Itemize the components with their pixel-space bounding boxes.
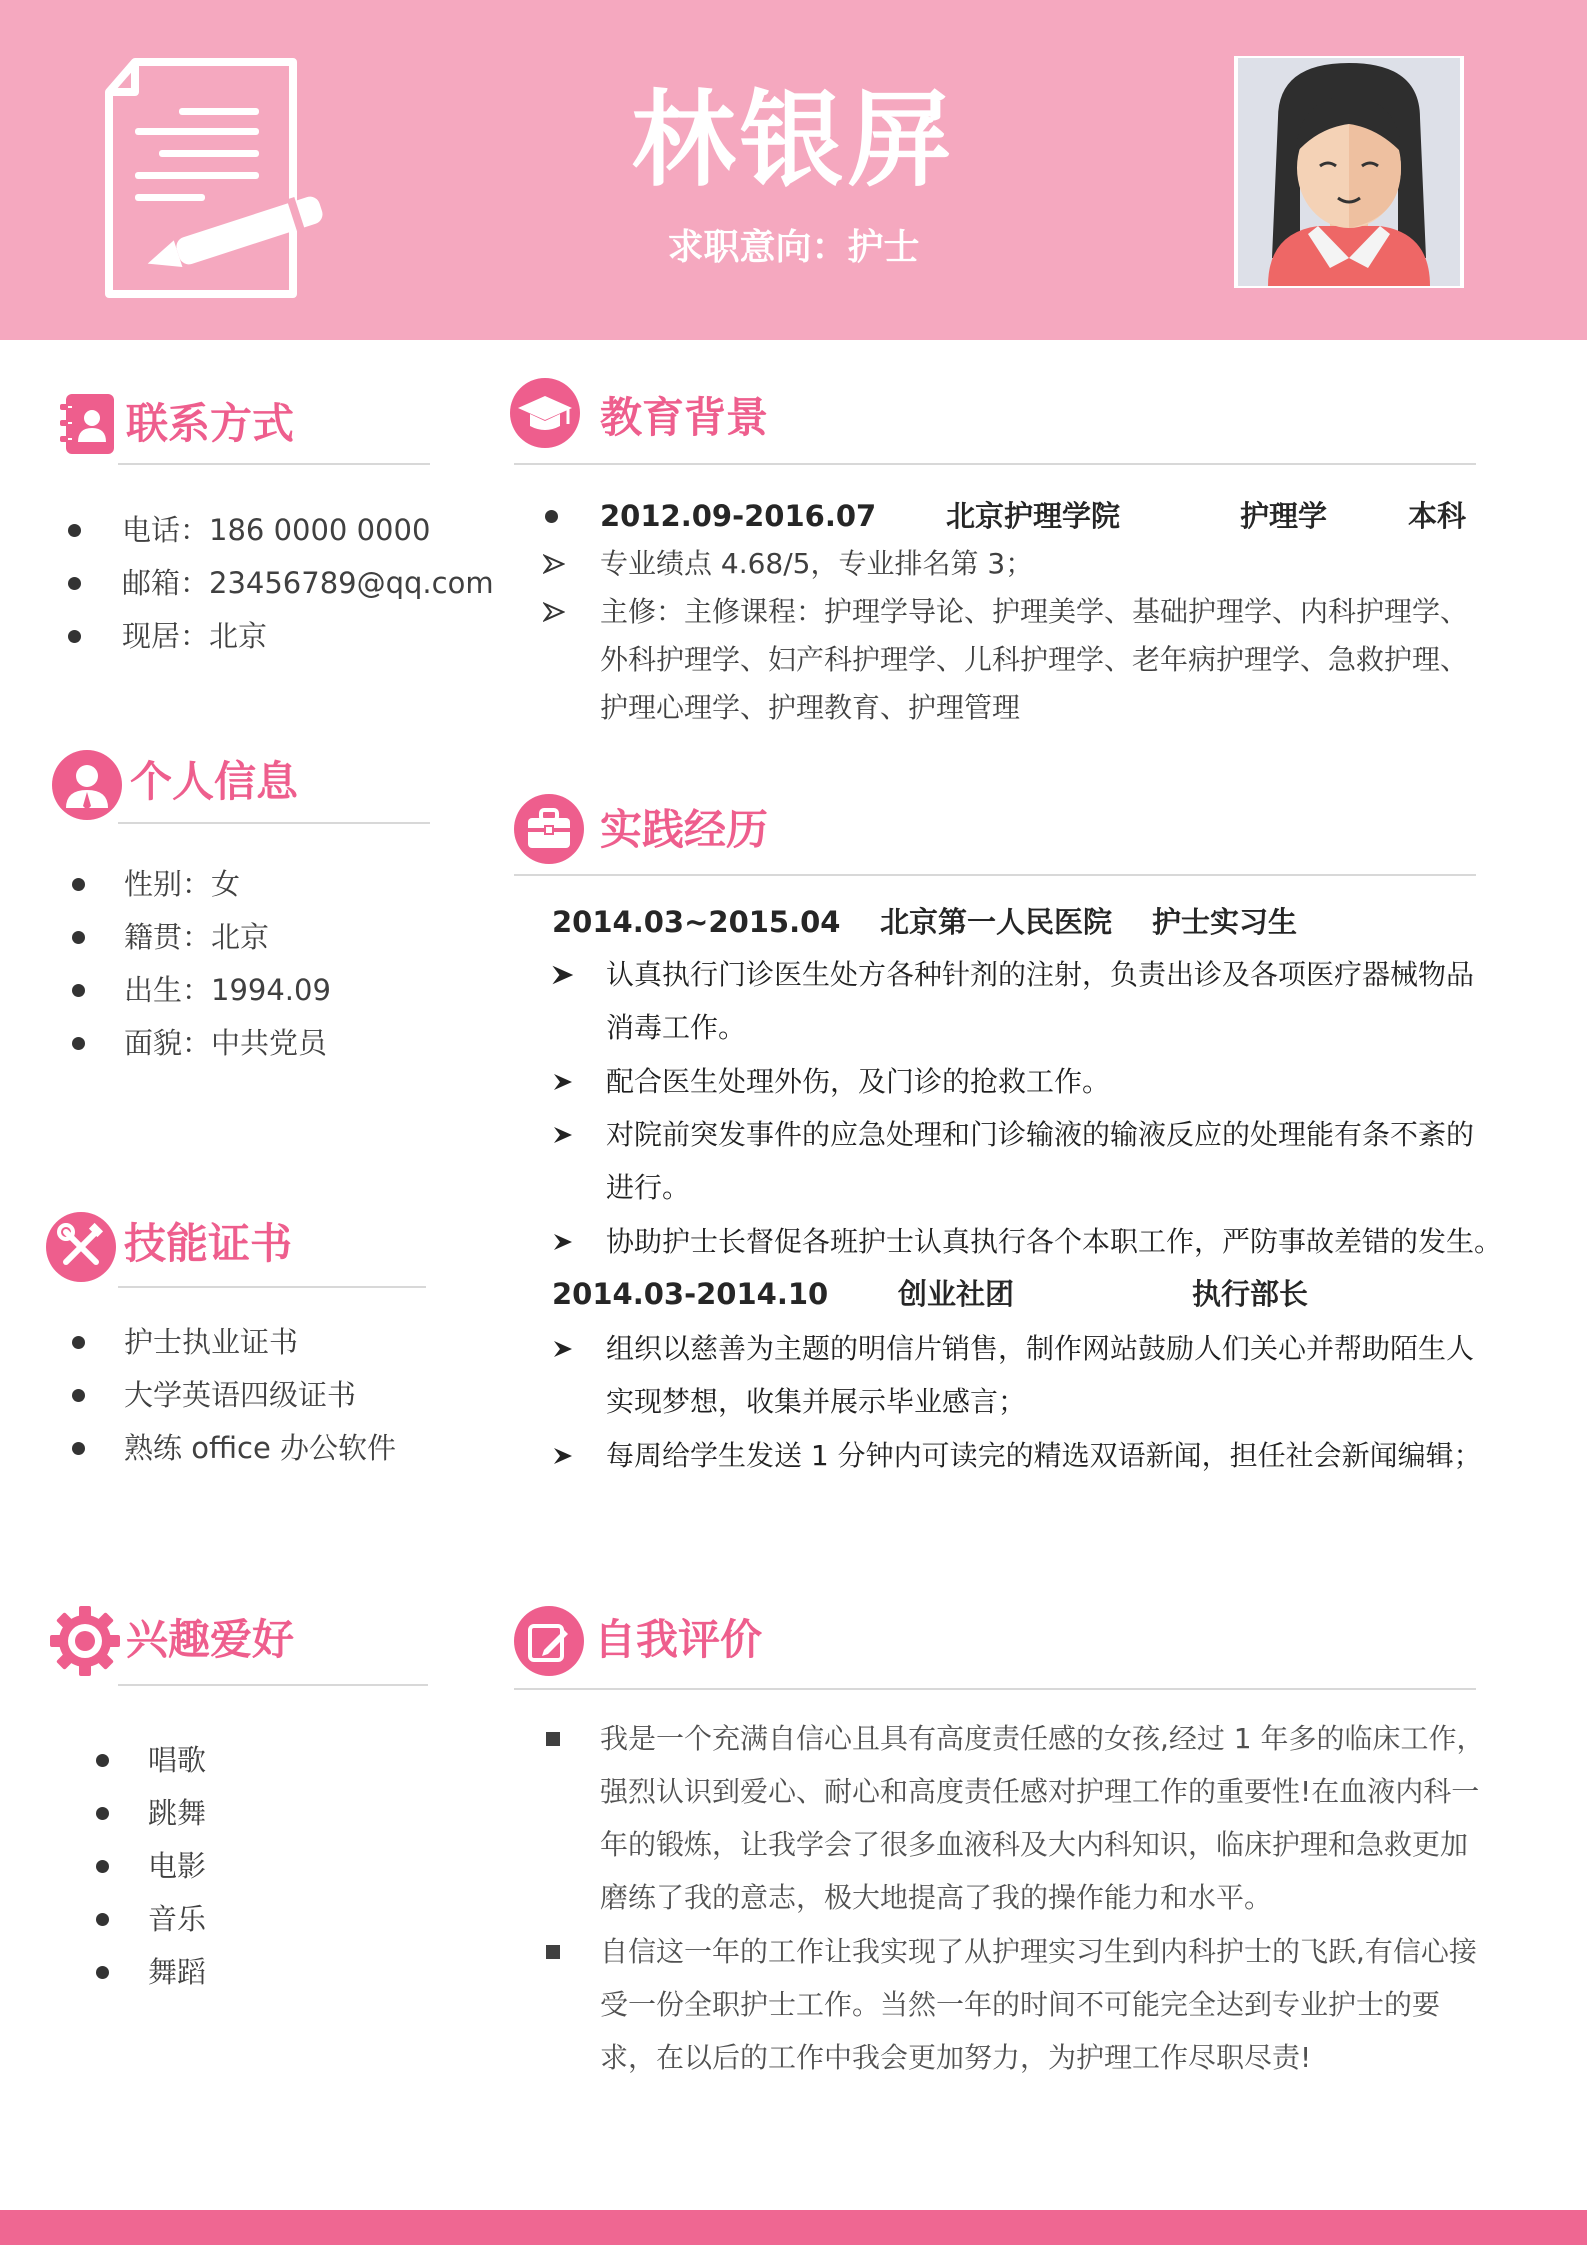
- square-bullet: [546, 1732, 560, 1746]
- arrow-bullet-icon: [552, 964, 574, 986]
- list-item: [72, 1316, 492, 1369]
- hobbies-title: 兴趣爱好: [126, 1615, 295, 1664]
- gender-text: 性别：女: [124, 867, 241, 901]
- arrow-bullet-icon: [552, 1338, 574, 1360]
- skills-divider: [118, 1286, 426, 1288]
- list-item: [72, 964, 472, 1017]
- address-book-icon: [58, 392, 118, 456]
- job1-duty-4: 协助护士长督促各班护士认真执行各个本职工作，严防事故差错的发生。: [606, 1215, 1506, 1268]
- hobby-movies: 电影: [148, 1849, 207, 1883]
- edu-period: 2012.09-2016.07: [600, 499, 877, 533]
- hobby-dance: 舞蹈: [148, 1955, 207, 1989]
- arrow-bullet-icon: [552, 1445, 574, 1467]
- contact-title: 联系方式: [126, 399, 295, 448]
- arrow-bullet-icon: [552, 1231, 574, 1253]
- job2-duty-2: 每周给学生发送 1 分钟内可读完的精选双语新闻，担任社会新闻编辑；: [606, 1429, 1506, 1482]
- hometown-text: 籍贯：北京: [124, 920, 270, 954]
- self-eval-item-1: 我是一个充满自信心且具有高度责任感的女孩,经过 1 年多的临床工作，强烈认识到爱心、耐心和高度责任感对护理工作的重要性!在血液内科一年的锻炼，让我学会了很多血液科及大内科知识，临床护理和急救更加磨练了我的意志，极大地提高了我的操作能力和水平。: [600, 1712, 1488, 1924]
- list-item: [68, 610, 488, 663]
- tools-icon: [46, 1212, 116, 1282]
- job1-duty-3: 对院前突发事件的应急处理和门诊输液的输液反应的处理能有条不紊的进行。: [606, 1108, 1494, 1214]
- job2-period: 2014.03-2014.10: [552, 1277, 829, 1311]
- edu-courses: 主修：主修课程：护理学导论、护理美学、基础护理学、内科护理学、外科护理学、妇产科护理学、儿科护理学、老年病护理学、急救护理、护理心理学、护理教育、护理管理: [600, 595, 1469, 724]
- bullet-dot: [545, 510, 558, 523]
- phone-text: 电话：186 0000 0000: [122, 513, 431, 547]
- contact-list: [68, 504, 494, 663]
- self-eval-divider: [514, 1688, 1476, 1690]
- list-item: [96, 1946, 396, 1999]
- list-item: [96, 1734, 396, 1787]
- avatar: [1238, 58, 1460, 286]
- gear-icon: [50, 1606, 120, 1676]
- job2-org: 创业社团: [898, 1277, 1015, 1311]
- hobby-dancing: 跳舞: [148, 1796, 207, 1830]
- skill-cet4: 大学英语四级证书: [124, 1378, 357, 1412]
- birth-text: 出生：1994.09: [124, 973, 331, 1007]
- self-eval-title: 自我评价: [594, 1615, 763, 1664]
- arrow-bullet-icon: [543, 553, 565, 575]
- candidate-name: 林银屏: [631, 79, 956, 201]
- hobbies-divider: [118, 1684, 428, 1686]
- square-bullet: [546, 1945, 560, 1959]
- list-item: [96, 1787, 396, 1840]
- edu-major: 护理学: [1240, 499, 1328, 533]
- list-item: [68, 504, 488, 557]
- person-icon: [52, 750, 122, 820]
- education-title: 教育背景: [600, 393, 769, 442]
- job-intent: 求职意向：护士: [667, 227, 920, 268]
- arrow-bullet-icon: [552, 1071, 574, 1093]
- job2-duty-1: 组织以慈善为主题的明信片销售，制作网站鼓励人们关心并帮助陌生人实现梦想，收集并展示毕业感言；: [606, 1322, 1494, 1428]
- contact-divider: [118, 463, 430, 465]
- skill-nurse-license: 护士执业证书: [124, 1325, 299, 1359]
- list-item: [72, 858, 472, 911]
- job1-period: 2014.03~2015.04: [552, 905, 841, 939]
- political-text: 面貌：中共党员: [124, 1026, 328, 1060]
- hobby-singing: 唱歌: [148, 1743, 207, 1777]
- list-item: [72, 911, 472, 964]
- job1-role: 护士实习生: [1152, 905, 1298, 939]
- briefcase-icon: [514, 794, 584, 864]
- edu-degree: 本科: [1408, 499, 1467, 533]
- footer-bar: [0, 2210, 1587, 2245]
- education-divider: [514, 463, 1476, 465]
- skills-title: 技能证书: [124, 1219, 293, 1268]
- email-text: 邮箱：23456789@qq.com: [122, 566, 494, 600]
- edu-gpa: 专业绩点 4.68/5，专业排名第 3；: [600, 547, 1034, 580]
- skill-office: 熟练 office 办公软件: [124, 1431, 397, 1465]
- personal-title: 个人信息: [130, 757, 299, 806]
- practice-divider: [514, 874, 1476, 876]
- edu-school: 北京护理学院: [946, 499, 1121, 533]
- avatar-illustration-icon: [1238, 58, 1460, 286]
- list-item: [72, 1369, 492, 1422]
- list-item: [96, 1893, 396, 1946]
- practice-title: 实践经历: [600, 805, 769, 854]
- self-eval-item-2: 自信这一年的工作让我实现了从护理实习生到内科护士的飞跃,有信心接受一份全职护士工作。当然一年的时间不可能完全达到专业护士的要求，在以后的工作中我会更加努力，为护理工作尽职尽责!: [600, 1925, 1488, 2084]
- arrow-bullet-icon: [543, 601, 565, 623]
- job1-org: 北京第一人民医院: [880, 905, 1113, 939]
- job2-role: 执行部长: [1192, 1277, 1309, 1311]
- list-item: [96, 1840, 396, 1893]
- residence-text: 现居：北京: [122, 619, 268, 653]
- edit-pencil-icon: [514, 1606, 584, 1676]
- skills-list: [72, 1316, 492, 1475]
- list-item: [68, 557, 494, 610]
- personal-list: [72, 858, 472, 1070]
- arrow-bullet-icon: [552, 1124, 574, 1146]
- personal-divider: [118, 822, 430, 824]
- job1-duty-1: 认真执行门诊医生处方各种针剂的注射，负责出诊及各项医疗器械物品消毒工作。: [606, 948, 1494, 1054]
- graduation-cap-icon: [510, 378, 580, 448]
- profile-photo: [1234, 56, 1464, 288]
- list-item: [72, 1422, 492, 1475]
- job1-duty-2: 配合医生处理外伤，及门诊的抢救工作。: [606, 1055, 1494, 1108]
- hobby-music: 音乐: [148, 1902, 207, 1936]
- list-item: [72, 1017, 472, 1070]
- hobbies-list: [96, 1734, 396, 1999]
